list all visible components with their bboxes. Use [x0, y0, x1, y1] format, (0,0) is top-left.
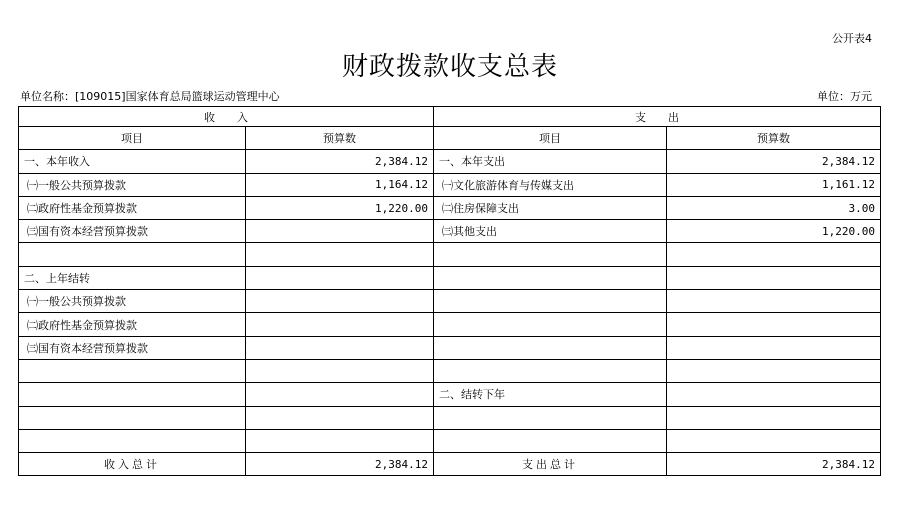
income-item-cell: ㈡政府性基金预算拨款	[19, 313, 246, 336]
income-item-cell: 二、上年结转	[19, 266, 246, 289]
income-item-cell	[19, 383, 246, 406]
income-value-cell	[246, 220, 434, 243]
income-item-cell	[19, 243, 246, 266]
income-section-header: 收 入	[19, 107, 434, 127]
income-value-cell	[246, 359, 434, 382]
income-value-cell	[246, 313, 434, 336]
expense-total-value: 2,384.12	[667, 453, 881, 476]
table-row	[19, 220, 881, 243]
expense-item-cell	[434, 266, 667, 289]
income-item-cell: ㈠一般公共预算拨款	[19, 173, 246, 196]
expense-item-cell	[434, 243, 667, 266]
income-value-cell: 1,220.00	[246, 196, 434, 219]
expense-value-cell: 3.00	[667, 196, 881, 219]
expense-value-cell: 1,220.00	[667, 220, 881, 243]
income-value-cell	[246, 243, 434, 266]
income-item-cell: ㈡政府性基金预算拨款	[19, 196, 246, 219]
table-row	[19, 313, 881, 336]
table-row	[19, 196, 881, 219]
expense-item-cell: 二、结转下年	[434, 383, 667, 406]
table-row	[19, 383, 881, 406]
expense-item-cell	[434, 313, 667, 336]
expense-item-cell	[434, 359, 667, 382]
total-row	[19, 453, 881, 476]
expense-value-cell	[667, 266, 881, 289]
expense-item-cell: 一、本年支出	[434, 150, 667, 173]
expense-value-cell	[667, 243, 881, 266]
fiscal-summary-table	[18, 106, 881, 476]
expense-item-cell: ㈠文化旅游体育与传媒支出	[434, 173, 667, 196]
expense-value-cell	[667, 359, 881, 382]
income-value-cell	[246, 429, 434, 452]
income-item-cell: ㈢国有资本经营预算拨款	[19, 336, 246, 359]
table-row	[19, 266, 881, 289]
table-row	[19, 290, 881, 313]
table-row	[19, 243, 881, 266]
column-header-row	[19, 127, 881, 150]
income-value-cell	[246, 290, 434, 313]
expense-value-cell	[667, 406, 881, 429]
expense-item-header: 项目	[434, 127, 667, 150]
income-budget-header: 预算数	[246, 127, 434, 150]
income-value-cell	[246, 336, 434, 359]
income-value-cell	[246, 383, 434, 406]
section-header-row	[19, 107, 881, 127]
form-number: 公开表4	[832, 32, 872, 45]
income-value-cell: 1,164.12	[246, 173, 434, 196]
expense-item-cell	[434, 429, 667, 452]
table-row	[19, 336, 881, 359]
table-row	[19, 150, 881, 173]
expense-item-cell	[434, 406, 667, 429]
currency-unit: 单位：万元	[817, 90, 872, 103]
expense-budget-header: 预算数	[667, 127, 881, 150]
table-row	[19, 173, 881, 196]
expense-value-cell: 2,384.12	[667, 150, 881, 173]
income-item-cell	[19, 429, 246, 452]
income-item-header: 项目	[19, 127, 246, 150]
table-row	[19, 406, 881, 429]
expense-item-cell: ㈢其他支出	[434, 220, 667, 243]
income-total-label: 收入总计	[19, 453, 246, 476]
expense-value-cell	[667, 383, 881, 406]
expense-item-cell	[434, 336, 667, 359]
income-item-cell	[19, 406, 246, 429]
expense-value-cell	[667, 290, 881, 313]
page-title: 财政拨款收支总表	[341, 52, 558, 82]
income-value-cell	[246, 266, 434, 289]
expense-value-cell	[667, 313, 881, 336]
expense-item-cell	[434, 290, 667, 313]
unit-name: 单位名称：[109015]国家体育总局篮球运动管理中心	[20, 90, 280, 103]
expense-section-header: 支 出	[434, 107, 881, 127]
expense-total-label: 支出总计	[434, 453, 667, 476]
expense-item-cell: ㈡住房保障支出	[434, 196, 667, 219]
income-item-cell	[19, 359, 246, 382]
income-value-cell: 2,384.12	[246, 150, 434, 173]
income-total-value: 2,384.12	[246, 453, 434, 476]
income-item-cell: 一、本年收入	[19, 150, 246, 173]
income-item-cell: ㈠一般公共预算拨款	[19, 290, 246, 313]
table-row	[19, 429, 881, 452]
income-item-cell: ㈢国有资本经营预算拨款	[19, 220, 246, 243]
income-value-cell	[246, 406, 434, 429]
expense-value-cell	[667, 336, 881, 359]
table-row	[19, 359, 881, 382]
expense-value-cell: 1,161.12	[667, 173, 881, 196]
expense-value-cell	[667, 429, 881, 452]
